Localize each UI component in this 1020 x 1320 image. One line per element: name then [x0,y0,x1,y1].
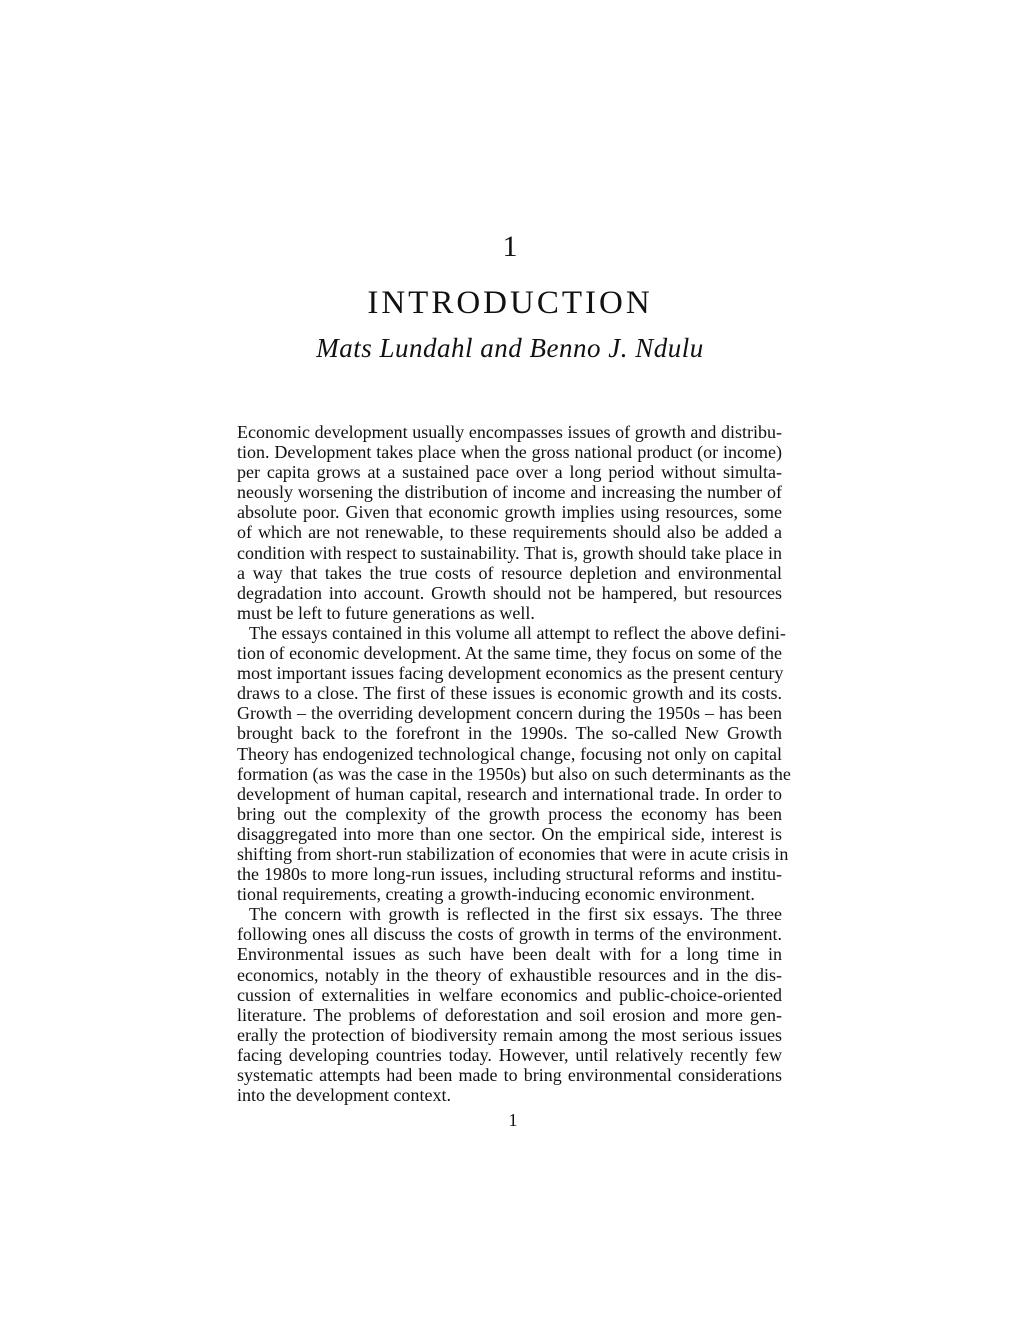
text-line: The essays contained in this volume all attempt to reflect the above defini- [249,622,786,643]
text-line: erally the protection of biodiversity remain among the most serious issues [237,1024,782,1045]
text-line: Economic development usually encompasses issues of growth and distribu- [237,422,782,442]
paragraph [237,422,782,623]
text-line: degradation into account. Growth should not be hampered, but resources [237,582,782,603]
text-line: following ones all discuss the costs of growth in terms of the environment. [237,924,782,945]
text-line: economics, notably in the theory of exhaustible resources and in the dis- [237,964,782,985]
text-line: brought back to the forefront in the 1990s. The so-called New Growth [237,723,782,744]
chapter-title: INTRODUCTION [367,285,653,321]
text-line: a way that takes the true costs of resource depletion and environmental [237,562,782,583]
text-line: Environmental issues as such have been dealt with for a long time in [237,944,782,965]
text-line: tional requirements, creating a growth-inducing economic environment. [237,884,755,905]
text-line: tion of economic development. At the same time, they focus on some of the [237,643,782,664]
text-line: literature. The problems of deforestation and soil erosion and more gen- [237,1004,782,1025]
text-line: Growth – the overriding development concern during the 1950s – has been [237,703,782,724]
text-line: Theory has endogenized technological change, focusing not only on capital [237,743,782,764]
text-line: absolute poor. Given that economic growth implies using resources, some [237,502,782,523]
chapter-number: 1 [502,230,518,263]
text-line: the 1980s to more long-run issues, including structural reforms and institu- [237,864,782,885]
text-line: The concern with growth is reflected in the first six essays. The three [249,904,782,925]
page-number: 1 [508,1110,518,1130]
text-line: cussion of externalities in welfare economics and public-choice-oriented [237,984,782,1005]
text-line: into the development context. [237,1085,451,1106]
text-line: neously worsening the distribution of income and increasing the number of [237,482,782,503]
text-line: formation (as was the case in the 1950s) but also on such determinants as the [237,763,791,784]
text-line: shifting from short-run stabilization of economies that were in acute crisis in [237,843,789,864]
text-line: tion. Development takes place when the gross national product (or income) [237,442,782,463]
paragraph [237,904,782,1105]
text-line: draws to a close. The first of these issues is economic growth and its costs. [237,683,782,704]
chapter-authors: Mats Lundahl and Benno J. Ndulu [316,333,704,363]
body-text [237,422,791,1106]
text-line: of which are not renewable, to these requirements should also be added a [237,522,782,543]
text-line: most important issues facing development economics as the present century [237,663,784,684]
text-line: systematic attempts had been made to bring environmental considerations [237,1065,782,1085]
text-line: development of human capital, research and international trade. In order to [237,783,782,804]
text-line: must be left to future generations as well. [237,602,535,623]
text-line: disaggregated into more than one sector. On the empirical side, interest is [237,823,782,844]
text-line: per capita grows at a sustained pace over a long period without simulta- [237,462,782,483]
paragraph [237,622,791,905]
text-line: condition with respect to sustainability. That is, growth should take place in [237,542,782,563]
text-line: bring out the complexity of the growth process the economy has been [237,803,782,824]
text-line: facing developing countries today. However, until relatively recently few [237,1044,782,1065]
